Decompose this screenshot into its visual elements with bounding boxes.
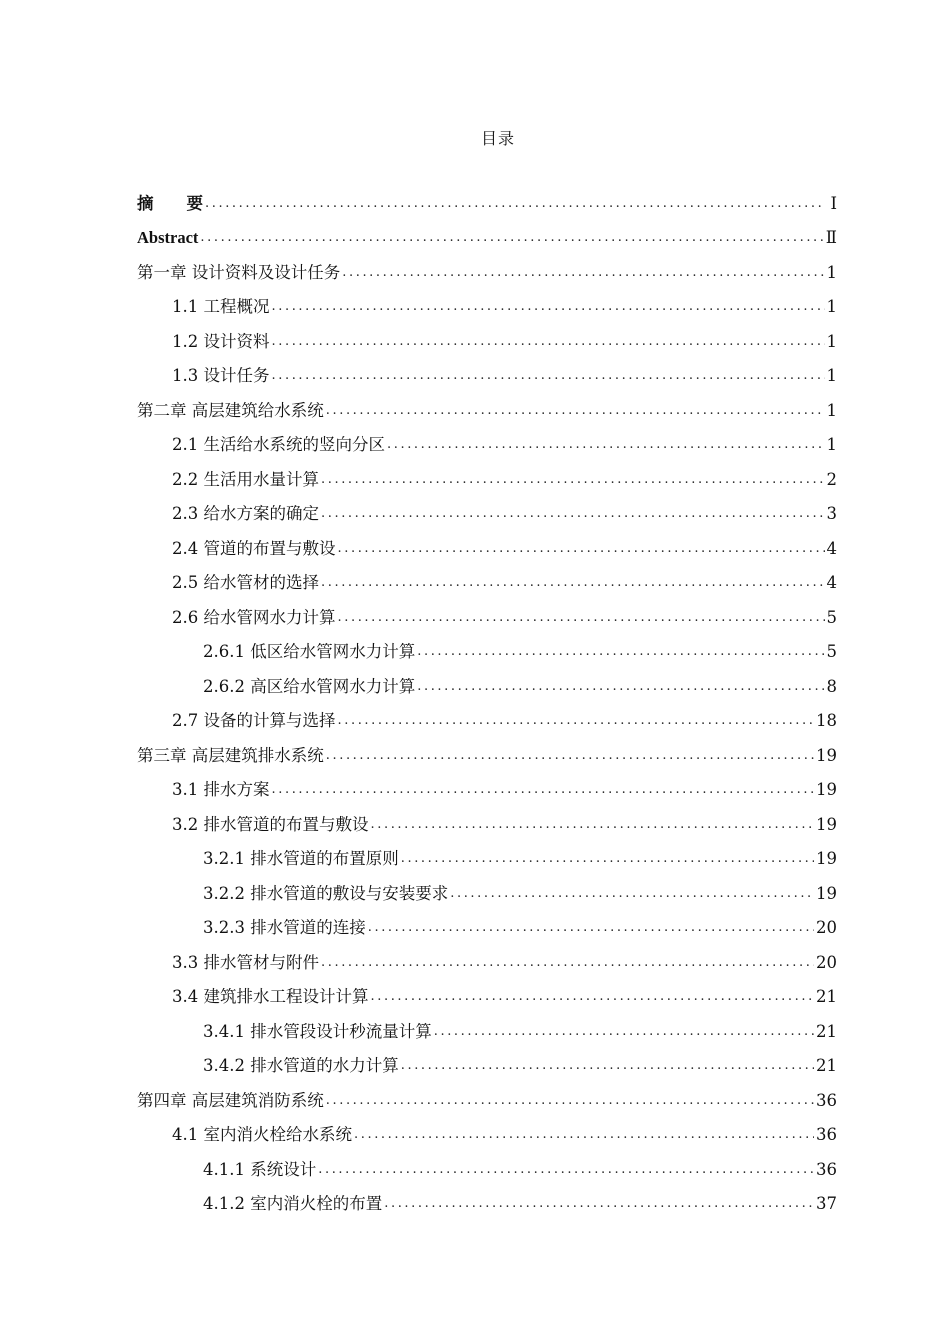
toc-entry-page-number: 21: [816, 1056, 837, 1075]
toc-entry-page-number: 19: [816, 745, 837, 765]
toc-entry-label: 2.4 管道的布置与敷设: [172, 538, 336, 558]
toc-entry-label: 3.3 排水管材与附件: [172, 952, 319, 972]
toc-entry[interactable]: [137, 870, 837, 905]
toc-entry[interactable]: [137, 525, 837, 560]
toc-entry-label: 2.6.2 高区给水管网水力计算: [203, 676, 416, 696]
toc-entry[interactable]: [137, 353, 837, 388]
toc-entry-label: 第四章 高层建筑消防系统: [137, 1090, 324, 1110]
toc-entry[interactable]: [137, 974, 837, 1009]
toc-entry-page-number: 18: [816, 711, 837, 730]
toc-entry[interactable]: [137, 767, 837, 802]
toc-entry-label: 1.3 设计任务: [172, 366, 270, 385]
toc-entry[interactable]: [137, 560, 837, 595]
toc-entry-page-number: 37: [816, 1194, 837, 1213]
toc-entry-page-number: 21: [816, 1021, 837, 1041]
toc-dot-leader: [342, 262, 824, 284]
toc-dot-leader: [272, 779, 815, 801]
toc-entry-page-number: 8: [826, 676, 837, 696]
toc-entry[interactable]: [137, 698, 837, 733]
toc-entry-label: 2.1 生活给水系统的竖向分区: [172, 435, 385, 454]
toc-entry[interactable]: [137, 836, 837, 871]
toc-entry-page-number: 4: [826, 573, 837, 592]
toc-entry[interactable]: [137, 1181, 837, 1216]
toc-dot-leader: [417, 676, 824, 698]
toc-entry[interactable]: [137, 249, 837, 284]
toc-dot-leader: [326, 1090, 814, 1112]
toc-entry-page-number: 19: [816, 814, 837, 834]
toc-entry[interactable]: [137, 732, 837, 767]
toc-entry[interactable]: [137, 801, 837, 836]
toc-entry-page-number: 36: [816, 1090, 837, 1110]
toc-entry-label: 1.1 工程概况: [172, 297, 270, 316]
toc-entry-page-number: Ⅱ: [825, 228, 837, 247]
toc-entry-label: 3.4 建筑排水工程设计计算: [172, 987, 369, 1006]
toc-entry-page-number: 3: [826, 504, 837, 523]
toc-entry-label: 4.1.1 系统设计: [203, 1159, 317, 1179]
toc-dot-leader: [321, 952, 814, 974]
toc-entry-page-number: 1: [826, 297, 837, 316]
toc-entry[interactable]: [137, 387, 837, 422]
toc-dot-leader: [321, 503, 825, 525]
toc-dot-leader: [434, 1021, 814, 1043]
toc-entry[interactable]: [137, 491, 837, 526]
toc-entry-page-number: 2: [826, 469, 837, 489]
toc-entry-label: 1.2 设计资料: [172, 331, 270, 351]
toc-entry-label: 3.2.2 排水管道的敷设与安装要求: [203, 883, 449, 903]
toc-entry-page-number: 1: [826, 400, 837, 420]
toc-dot-leader: [338, 607, 825, 629]
toc-dot-leader: [272, 331, 825, 353]
toc-entry-page-number: 20: [816, 918, 837, 937]
toc-entry-page-number: 21: [816, 987, 837, 1006]
toc-entry-page-number: 4: [826, 538, 837, 558]
toc-dot-leader: [450, 883, 814, 905]
toc-entry-label: 2.5 给水管材的选择: [172, 573, 319, 592]
toc-dot-leader: [205, 193, 825, 215]
toc-entry-label: 4.1 室内消火栓给水系统: [172, 1125, 352, 1144]
toc-entry-label: 第一章 设计资料及设计任务: [137, 262, 341, 282]
toc-entry-page-number: 5: [826, 607, 837, 627]
toc-entry-label: 3.4.1 排水管段设计秒流量计算: [203, 1021, 432, 1041]
toc-entry-label: 2.6 给水管网水力计算: [172, 607, 336, 627]
toc-entry-label: 3.2.1 排水管道的布置原则: [203, 849, 399, 868]
toc-entry-page-number: Ⅰ: [830, 193, 837, 213]
toc-entry-page-number: 1: [826, 366, 837, 385]
toc-entry-page-number: 1: [826, 331, 837, 351]
toc-entry[interactable]: [137, 905, 837, 940]
toc-entry[interactable]: [137, 594, 837, 629]
toc-entry-page-number: 5: [826, 642, 837, 661]
toc-entry[interactable]: [137, 422, 837, 457]
toc-entry-page-number: 19: [816, 849, 837, 868]
toc-dot-leader: [401, 848, 814, 870]
toc-entry-label: 摘 要: [137, 193, 203, 213]
toc-entry-label: 2.7 设备的计算与选择: [172, 711, 336, 730]
toc-entry[interactable]: [137, 1146, 837, 1181]
toc-dot-leader: [200, 227, 823, 249]
toc-entry[interactable]: [137, 1043, 837, 1078]
toc-entry[interactable]: [137, 180, 837, 215]
toc-entry[interactable]: [137, 215, 837, 250]
toc-entry-label: Abstract: [137, 228, 199, 247]
toc-entry-label: 3.2 排水管道的布置与敷设: [172, 814, 369, 834]
toc-entry-page-number: 36: [816, 1159, 837, 1179]
toc-dot-leader: [384, 1193, 814, 1215]
toc-dot-leader: [326, 400, 825, 422]
toc-dot-leader: [326, 745, 814, 767]
toc-entry[interactable]: [137, 456, 837, 491]
toc-entry[interactable]: [137, 318, 837, 353]
toc-entry-label: 3.1 排水方案: [172, 780, 270, 799]
toc-entry-label: 2.3 给水方案的确定: [172, 504, 319, 523]
toc-entry[interactable]: [137, 629, 837, 664]
toc-entry-page-number: 1: [826, 435, 837, 454]
toc-entry-label: 2.2 生活用水量计算: [172, 469, 319, 489]
toc-entry-label: 2.6.1 低区给水管网水力计算: [203, 642, 416, 661]
toc-entry-label: 第三章 高层建筑排水系统: [137, 745, 324, 765]
toc-entry-label: 第二章 高层建筑给水系统: [137, 400, 324, 420]
toc-entry-page-number: 36: [816, 1125, 837, 1144]
toc-dot-leader: [368, 917, 814, 939]
toc-entry-page-number: 1: [826, 262, 837, 282]
toc-entry[interactable]: [137, 284, 837, 319]
toc-entry[interactable]: [137, 1008, 837, 1043]
toc-dot-leader: [272, 296, 825, 318]
toc-dot-leader: [338, 538, 825, 560]
toc-title: 目录: [480, 129, 515, 148]
toc-entry-label: 3.2.3 排水管道的连接: [203, 918, 366, 937]
toc-dot-leader: [338, 710, 815, 732]
toc-dot-leader: [321, 469, 825, 491]
toc-entry[interactable]: [137, 1077, 837, 1112]
toc-dot-leader: [318, 1159, 814, 1181]
toc-dot-leader: [401, 1055, 814, 1077]
toc-entry[interactable]: [137, 1112, 837, 1147]
toc-dot-leader: [272, 365, 825, 387]
toc-dot-leader: [371, 986, 815, 1008]
toc-entry-label: 3.4.2 排水管道的水力计算: [203, 1056, 399, 1075]
toc-dot-leader: [321, 572, 825, 594]
toc-entry-page-number: 20: [816, 952, 837, 972]
toc-dot-leader: [417, 641, 824, 663]
toc-dot-leader: [387, 434, 825, 456]
toc-dot-leader: [371, 814, 815, 836]
toc-entry-label: 4.1.2 室内消火栓的布置: [203, 1194, 383, 1213]
toc-entry-page-number: 19: [816, 780, 837, 799]
toc-entry[interactable]: [137, 663, 837, 698]
table-of-contents: [137, 180, 837, 1215]
toc-entry[interactable]: [137, 939, 837, 974]
toc-dot-leader: [354, 1124, 814, 1146]
toc-entry-page-number: 19: [816, 883, 837, 903]
